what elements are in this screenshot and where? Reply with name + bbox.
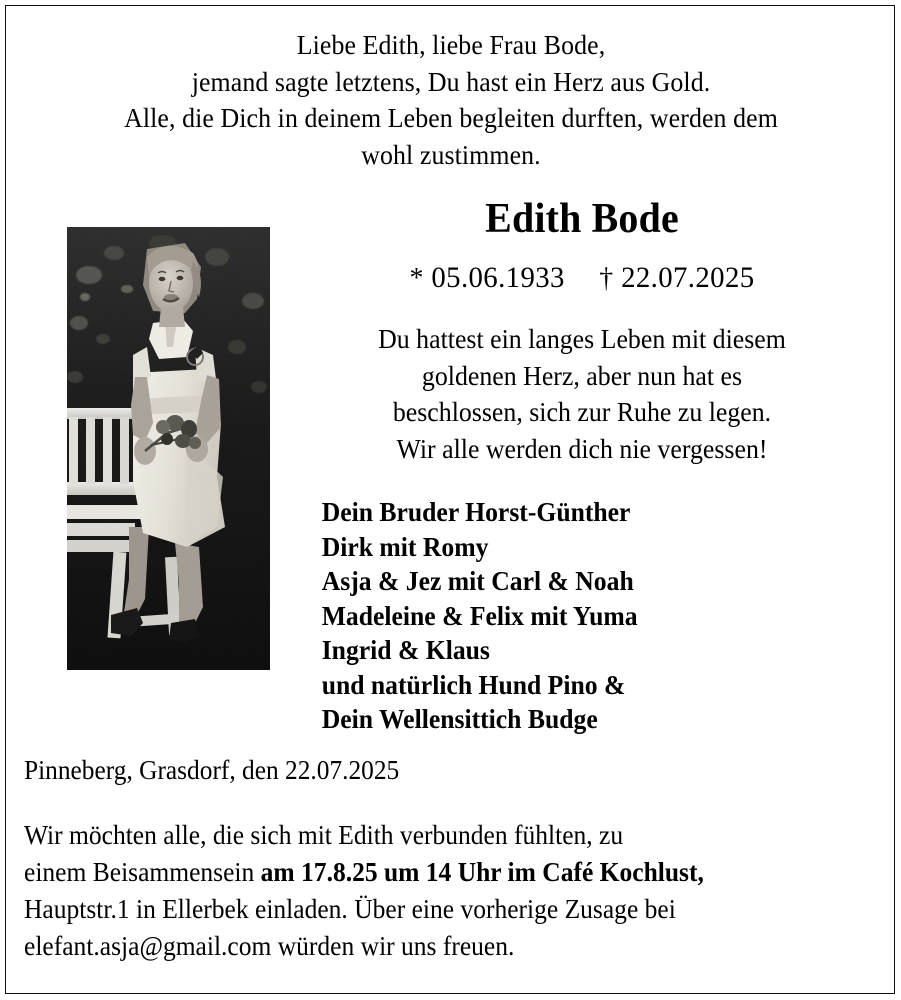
mourner-line-5: Ingrid & Klaus — [321, 635, 490, 665]
life-dates — [308, 259, 855, 297]
portrait-photo-image — [67, 227, 270, 670]
birth-symbol: * — [409, 262, 424, 294]
death-date: 22.07.2025 — [621, 261, 755, 294]
deceased-name: Edith Bode — [485, 196, 679, 242]
mourner-line-7: Dein Wellensittich Budge — [321, 704, 598, 734]
dedication-line-2: jemand sagte letztens, Du hast ein Herz aus Gold. — [191, 65, 711, 97]
event-details-emphasis: am 17.8.25 um 14 Uhr im Café Kochlust, — [260, 857, 704, 887]
invitation-line-2 — [24, 854, 842, 891]
mourner-line-6: und natürlich Hund Pino & — [321, 669, 626, 700]
birth-date: 05.06.1933 — [431, 261, 565, 294]
dedication-line-1: Liebe Edith, liebe Frau Bode, — [296, 29, 606, 60]
invitation-text — [24, 817, 842, 965]
verse-line-3: beschlossen, sich zur Ruhe zu legen. — [392, 396, 772, 427]
verse-line-4: Wir alle werden dich nie vergessen! — [396, 432, 768, 464]
mourner-line-4: Madeleine & Felix mit Yuma — [321, 600, 638, 631]
verse-line-2: goldenen Herz, aber nun hat es — [421, 359, 743, 391]
mourner-line-1: Dein Bruder Horst-Günther — [321, 497, 631, 527]
mourner-line-2: Dirk mit Romy — [321, 531, 489, 562]
portrait-photo — [67, 227, 270, 670]
deceased-details-column — [297, 195, 867, 737]
invitation-line-3: Hauptstr.1 in Ellerbek einladen. Über eine vorherige Zusage bei — [24, 894, 676, 924]
invitation-line-4: elefant.asja@gmail.com würden wir uns freuen. — [24, 931, 515, 961]
mourners-list — [297, 495, 839, 737]
place-and-date: Pinneberg, Grasdorf, den 22.07.2025 — [24, 755, 400, 785]
invitation-line-2-plain: einem Beisammensein — [24, 857, 261, 887]
dedication-line-3: Alle, die Dich in deinem Leben begleiten durften, werden dem — [124, 102, 778, 133]
memorial-verse — [314, 321, 850, 467]
mourner-line-3: Asja & Jez mit Carl & Noah — [321, 566, 634, 596]
notice-content — [5, 5, 896, 995]
dedication-text — [51, 27, 852, 173]
death-symbol: † — [599, 262, 614, 294]
invitation-line-1: Wir möchten alle, die sich mit Edith verbunden fühlten, zu — [24, 820, 624, 850]
dedication-line-4: wohl zustimmen. — [361, 138, 541, 170]
verse-line-1: Du hattest ein langes Leben mit diesem — [378, 323, 786, 354]
